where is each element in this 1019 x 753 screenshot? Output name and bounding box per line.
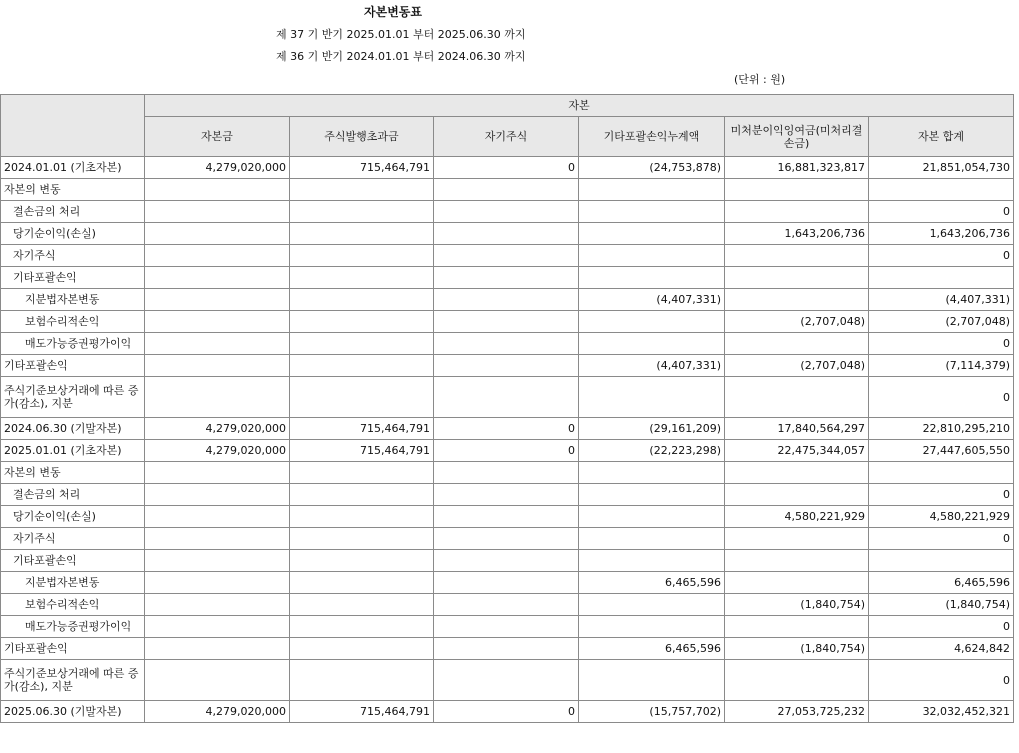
value-cell [725,572,869,594]
value-cell: 715,464,791 [290,157,434,179]
table-row [1,311,1014,333]
value-cell: 0 [869,616,1014,638]
column-header: 자본 합계 [869,117,1014,157]
row-label: 보험수리적손익 [1,311,145,333]
value-cell [434,333,579,355]
value-cell [725,377,869,418]
value-cell: (7,114,379) [869,355,1014,377]
table-row [1,223,1014,245]
row-label: 기타포괄손익 [1,638,145,660]
row-label: 지분법자본변동 [1,572,145,594]
value-cell [869,550,1014,572]
table-row [1,355,1014,377]
value-cell [434,289,579,311]
value-cell [434,311,579,333]
value-cell: 0 [869,245,1014,267]
value-cell: 0 [869,484,1014,506]
value-cell [579,179,725,201]
table-row [1,638,1014,660]
value-cell [290,179,434,201]
value-cell [869,462,1014,484]
value-cell [434,377,579,418]
value-cell [579,333,725,355]
table-row [1,506,1014,528]
value-cell: 16,881,323,817 [725,157,869,179]
row-label-header [1,95,145,157]
value-cell [145,484,290,506]
table-row [1,333,1014,355]
row-label: 기타포괄손익 [1,355,145,377]
value-cell: 4,580,221,929 [725,506,869,528]
value-cell [434,572,579,594]
value-cell: (24,753,878) [579,157,725,179]
value-cell: 1,643,206,736 [869,223,1014,245]
value-cell [145,660,290,701]
value-cell [579,484,725,506]
value-cell [725,550,869,572]
table-row [1,377,1014,418]
value-cell [579,506,725,528]
table-row [1,418,1014,440]
prior-period: 제 36 기 반기 2024.01.01 부터 2024.06.30 까지 [276,50,526,63]
row-label: 결손금의 처리 [1,484,145,506]
value-cell [579,462,725,484]
value-cell [434,462,579,484]
value-cell [579,267,725,289]
value-cell [145,311,290,333]
value-cell [290,616,434,638]
value-cell [290,506,434,528]
value-cell: (4,407,331) [869,289,1014,311]
column-header: 주식발행초과금 [290,117,434,157]
value-cell: 22,810,295,210 [869,418,1014,440]
row-label: 지분법자본변동 [1,289,145,311]
value-cell: (1,840,754) [725,638,869,660]
value-cell [145,245,290,267]
value-cell: 27,447,605,550 [869,440,1014,462]
value-cell [290,638,434,660]
value-cell [145,506,290,528]
current-period: 제 37 기 반기 2025.01.01 부터 2025.06.30 까지 [276,28,526,41]
value-cell: 0 [434,440,579,462]
value-cell [145,550,290,572]
value-cell [145,616,290,638]
table-row [1,201,1014,223]
value-cell [725,245,869,267]
equity-changes-table [0,94,1014,723]
table-row [1,528,1014,550]
value-cell [725,289,869,311]
value-cell [290,660,434,701]
value-cell [725,462,869,484]
value-cell [725,333,869,355]
value-cell: 6,465,596 [579,638,725,660]
row-label: 결손금의 처리 [1,201,145,223]
value-cell [434,660,579,701]
table-row [1,484,1014,506]
value-cell [290,223,434,245]
value-cell [290,572,434,594]
value-cell [579,660,725,701]
value-cell [434,484,579,506]
column-header: 기타포괄손익누계액 [579,117,725,157]
value-cell [434,528,579,550]
value-cell: 715,464,791 [290,418,434,440]
value-cell [145,594,290,616]
table-row [1,616,1014,638]
value-cell: 4,279,020,000 [145,440,290,462]
table-row [1,550,1014,572]
value-cell [290,245,434,267]
value-cell [290,484,434,506]
value-cell: 1,643,206,736 [725,223,869,245]
value-cell: (2,707,048) [869,311,1014,333]
value-cell: 0 [869,201,1014,223]
value-cell [434,616,579,638]
table-row [1,660,1014,701]
table-row [1,572,1014,594]
value-cell: 4,279,020,000 [145,157,290,179]
value-cell [434,594,579,616]
value-cell [145,201,290,223]
value-cell: (29,161,209) [579,418,725,440]
table-row [1,157,1014,179]
value-cell [579,616,725,638]
row-label: 보험수리적손익 [1,594,145,616]
value-cell: 0 [434,418,579,440]
value-cell [290,201,434,223]
equity-group-header: 자본 [145,95,1014,117]
value-cell [145,572,290,594]
value-cell [145,179,290,201]
value-cell: 17,840,564,297 [725,418,869,440]
value-cell [145,528,290,550]
value-cell: 0 [869,377,1014,418]
value-cell [725,179,869,201]
statement-title: 자본변동표 [364,5,422,19]
value-cell [290,355,434,377]
table-row [1,289,1014,311]
row-label: 2025.06.30 (기말자본) [1,701,145,723]
row-label: 주식기준보상거래에 따른 증가(감소), 지분 [1,660,145,701]
value-cell: 715,464,791 [290,440,434,462]
value-cell: 0 [434,701,579,723]
row-label: 당기순이익(손실) [1,506,145,528]
table-row [1,245,1014,267]
value-cell [579,201,725,223]
value-cell: (4,407,331) [579,355,725,377]
value-cell [725,616,869,638]
value-cell [725,201,869,223]
value-cell: 715,464,791 [290,701,434,723]
value-cell [145,355,290,377]
table-row [1,701,1014,723]
value-cell [434,223,579,245]
unit-label: (단위 : 원) [734,73,786,86]
value-cell [145,462,290,484]
value-cell [434,355,579,377]
value-cell [290,528,434,550]
value-cell [434,267,579,289]
value-cell [434,506,579,528]
value-cell [579,311,725,333]
value-cell [579,594,725,616]
value-cell: (4,407,331) [579,289,725,311]
value-cell [290,333,434,355]
value-cell: (1,840,754) [869,594,1014,616]
value-cell [434,245,579,267]
column-header: 자기주식 [434,117,579,157]
value-cell: 4,279,020,000 [145,701,290,723]
value-cell: 4,580,221,929 [869,506,1014,528]
row-label: 2024.06.30 (기말자본) [1,418,145,440]
table-row [1,594,1014,616]
value-cell: 21,851,054,730 [869,157,1014,179]
row-label: 2024.01.01 (기초자본) [1,157,145,179]
value-cell: (2,707,048) [725,355,869,377]
table-row [1,462,1014,484]
value-cell [725,484,869,506]
row-label: 매도가능증권평가이익 [1,616,145,638]
table-row [1,179,1014,201]
value-cell [145,267,290,289]
value-cell: 4,624,842 [869,638,1014,660]
value-cell [290,377,434,418]
value-cell [579,550,725,572]
value-cell [290,289,434,311]
value-cell [579,245,725,267]
value-cell [434,550,579,572]
value-cell [725,528,869,550]
value-cell [290,462,434,484]
row-label: 자기주식 [1,528,145,550]
value-cell [290,267,434,289]
value-cell [145,638,290,660]
value-cell: 0 [434,157,579,179]
column-header: 자본금 [145,117,290,157]
value-cell: (1,840,754) [725,594,869,616]
value-cell: (15,757,702) [579,701,725,723]
row-label: 기타포괄손익 [1,267,145,289]
row-label: 주식기준보상거래에 따른 증가(감소), 지분 [1,377,145,418]
value-cell [145,223,290,245]
value-cell [145,333,290,355]
value-cell [290,311,434,333]
value-cell: 32,032,452,321 [869,701,1014,723]
value-cell: (2,707,048) [725,311,869,333]
value-cell [869,267,1014,289]
row-label: 자기주식 [1,245,145,267]
value-cell [579,377,725,418]
value-cell: 6,465,596 [579,572,725,594]
value-cell [579,223,725,245]
value-cell [725,267,869,289]
value-cell: 0 [869,333,1014,355]
value-cell [725,660,869,701]
row-label: 기타포괄손익 [1,550,145,572]
row-label: 당기순이익(손실) [1,223,145,245]
row-label: 2025.01.01 (기초자본) [1,440,145,462]
value-cell [579,528,725,550]
table-row [1,440,1014,462]
value-cell [434,201,579,223]
table-row [1,267,1014,289]
value-cell [290,550,434,572]
value-cell [145,289,290,311]
value-cell [145,377,290,418]
value-cell [434,179,579,201]
value-cell: 4,279,020,000 [145,418,290,440]
value-cell [869,179,1014,201]
value-cell: 0 [869,528,1014,550]
column-header: 미처분이익잉여금(미처리결손금) [725,117,869,157]
value-cell: 27,053,725,232 [725,701,869,723]
value-cell: 6,465,596 [869,572,1014,594]
value-cell: 0 [869,660,1014,701]
value-cell [290,594,434,616]
row-label: 매도가능증권평가이익 [1,333,145,355]
value-cell: (22,223,298) [579,440,725,462]
row-label: 자본의 변동 [1,179,145,201]
row-label: 자본의 변동 [1,462,145,484]
value-cell: 22,475,344,057 [725,440,869,462]
value-cell [434,638,579,660]
